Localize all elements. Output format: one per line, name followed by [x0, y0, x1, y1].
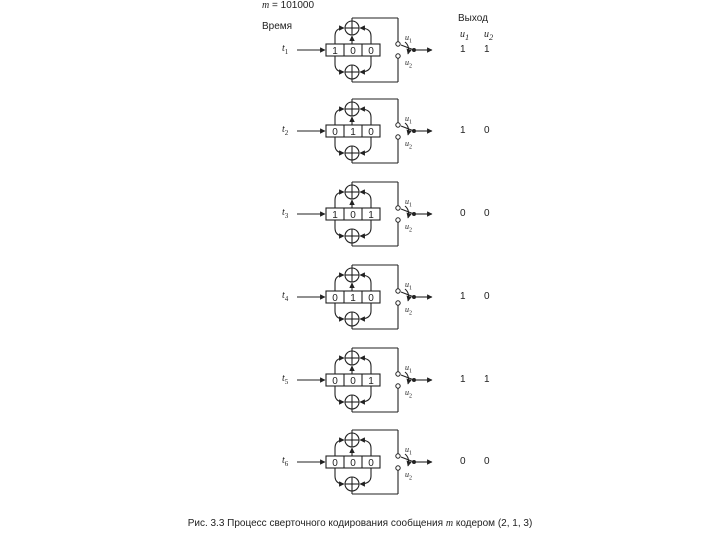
switch-contact-u1: [396, 372, 400, 376]
switch-pivot: [412, 378, 416, 382]
register-bit: 1: [350, 127, 356, 138]
tap-curve: [335, 440, 344, 448]
register-bit: 0: [368, 46, 374, 57]
switch-pivot: [412, 48, 416, 52]
time-column-header: Время: [262, 21, 293, 32]
output-u2-value: 0: [484, 291, 490, 302]
output-column-header: Выход: [458, 13, 488, 24]
register-bit: 1: [368, 376, 374, 387]
tap-curve: [360, 28, 371, 36]
output-u1-header: $u_1$: [460, 29, 470, 42]
register-bit: 1: [368, 210, 374, 221]
switch-label-u1: $u_1$: [405, 363, 412, 375]
tap-curve: [335, 28, 344, 36]
switch-contact-u1: [396, 123, 400, 127]
tap-curve: [360, 440, 371, 448]
output-u1-value: 1: [460, 44, 466, 55]
switch-contact-u1: [396, 42, 400, 46]
time-label: $t_5$: [282, 373, 289, 386]
switch-label-u1: $u_1$: [405, 197, 412, 209]
figure-caption: Рис. 3.3 Процесс сверточного кодирования сообщения m кодером (2, 1, 3): [187, 518, 533, 529]
register-bit: 0: [350, 46, 356, 57]
register-bit: 0: [332, 376, 338, 387]
tap-curve: [335, 192, 344, 200]
time-label: $t_3$: [282, 207, 289, 220]
output-u1-value: 0: [460, 456, 466, 467]
output-u2-value: 0: [484, 456, 490, 467]
switch-contact-u2: [396, 135, 400, 139]
tap-curve: [335, 228, 344, 236]
switch-contact-u2: [396, 218, 400, 222]
switch-label-u1: $u_1$: [405, 280, 412, 292]
switch-contact-u2: [396, 384, 400, 388]
register-bit: 0: [368, 127, 374, 138]
switch-label-u2: $u_2$: [405, 470, 412, 482]
message-label: m = 101000: [262, 0, 315, 11]
output-u2-value: 1: [484, 44, 490, 55]
tap-curve: [335, 145, 344, 153]
time-label: $t_2$: [282, 124, 289, 137]
switch-label-u2: $u_2$: [405, 388, 412, 400]
tap-curve: [335, 275, 344, 283]
output-u1-value: 1: [460, 291, 466, 302]
switch-label-u1: $u_1$: [405, 33, 412, 45]
register-bit: 1: [332, 46, 338, 57]
tap-curve: [360, 311, 371, 319]
switch-label-u1: $u_1$: [405, 445, 412, 457]
switch-label-u2: $u_2$: [405, 222, 412, 234]
switch-contact-u1: [396, 206, 400, 210]
output-u1-value: 0: [460, 208, 466, 219]
switch-pivot: [412, 212, 416, 216]
switch-contact-u1: [396, 289, 400, 293]
time-label: $t_6$: [282, 455, 289, 468]
tap-curve: [360, 358, 371, 366]
output-u2-value: 1: [484, 374, 490, 385]
register-bit: 0: [332, 127, 338, 138]
tap-curve: [360, 476, 371, 484]
output-u1-value: 1: [460, 374, 466, 385]
switch-label-u2: $u_2$: [405, 58, 412, 70]
tap-curve: [335, 311, 344, 319]
register-bit: 1: [332, 210, 338, 221]
switch-contact-u1: [396, 454, 400, 458]
switch-pivot: [412, 129, 416, 133]
register-bit: 1: [350, 293, 356, 304]
tap-curve: [335, 394, 344, 402]
time-label: $t_4$: [282, 290, 289, 303]
output-u2-value: 0: [484, 125, 490, 136]
time-label: $t_1$: [282, 43, 289, 56]
switch-pivot: [412, 295, 416, 299]
output-u2-value: 0: [484, 208, 490, 219]
register-bit: 0: [350, 210, 356, 221]
register-bit: 0: [368, 293, 374, 304]
tap-curve: [360, 109, 371, 117]
tap-curve: [335, 358, 344, 366]
tap-curve: [335, 476, 344, 484]
tap-curve: [335, 109, 344, 117]
tap-curve: [360, 145, 371, 153]
register-bit: 0: [368, 458, 374, 469]
tap-curve: [360, 192, 371, 200]
tap-curve: [360, 228, 371, 236]
tap-curve: [360, 394, 371, 402]
output-u2-header: $u_2$: [484, 29, 494, 42]
switch-contact-u2: [396, 301, 400, 305]
switch-pivot: [412, 460, 416, 464]
register-bit: 0: [350, 458, 356, 469]
switch-label-u1: $u_1$: [405, 114, 412, 126]
tap-curve: [335, 64, 344, 72]
register-bit: 0: [332, 458, 338, 469]
register-bit: 0: [332, 293, 338, 304]
switch-label-u2: $u_2$: [405, 305, 412, 317]
output-u1-value: 1: [460, 125, 466, 136]
register-bit: 0: [350, 376, 356, 387]
tap-curve: [360, 64, 371, 72]
tap-curve: [360, 275, 371, 283]
switch-contact-u2: [396, 466, 400, 470]
switch-label-u2: $u_2$: [405, 139, 412, 151]
switch-contact-u2: [396, 54, 400, 58]
